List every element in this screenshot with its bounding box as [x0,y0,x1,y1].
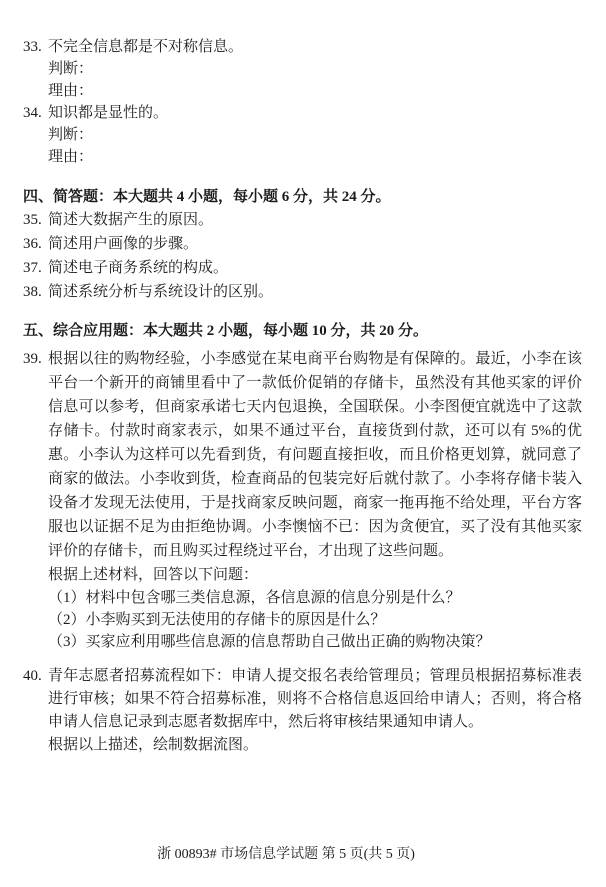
section-5-heading: 五、综合应用题：本大题共 2 小题，每小题 10 分，共 20 分。 [23,323,429,339]
question-39-subquestion-3: （3）买家应利用哪些信息源的信息帮助自己做出正确的购物决策？ [48,634,491,650]
question-39-number: 39. [23,351,42,367]
question-35 [23,208,582,232]
question-34-judge-label: 判断： [48,127,94,143]
question-33-number: 33. [23,39,42,55]
question-36-number: 36. [23,236,42,252]
question-37-number: 37. [23,260,42,276]
short-answer-questions-block [23,208,582,304]
question-40 [23,665,582,757]
question-38-number: 38. [23,284,42,300]
question-36-text: 简述用户画像的步骤。 [48,236,199,252]
question-33-judge-label: 判断： [48,61,94,77]
question-37-text: 简述电子商务系统的构成。 [48,260,229,276]
page-footer: 浙 00893# 市场信息学试题 第 5 页(共 5 页) [157,847,415,862]
question-39-subquestion-2: （2）小李购买到无法使用的存储卡的原因是什么？ [48,612,386,628]
question-34-text: 知识都是显性的。 [48,105,169,121]
question-34-number: 34. [23,105,42,121]
question-33 [23,36,582,58]
question-38-text: 简述系统分析与系统设计的区别。 [48,284,274,300]
question-40-number: 40. [23,668,42,684]
question-40-prompt: 根据以上描述，绘制数据流图。 [48,737,259,753]
question-35-text: 简述大数据产生的原因。 [48,212,214,228]
section-4-heading: 四、简答题：本大题共 4 小题，每小题 6 分，共 24 分。 [23,189,391,205]
question-38 [23,280,582,304]
question-39-body-row [23,347,582,563]
question-40-body-row [23,665,582,734]
question-33-text: 不完全信息都是不对称信息。 [48,39,244,55]
question-39-prompt: 根据上述材料，回答以下问题： [48,567,259,583]
judgment-questions-block [23,36,582,168]
question-34-reason-label: 理由： [48,149,94,165]
question-34 [23,102,582,124]
question-39 [23,347,582,653]
question-36 [23,232,582,256]
question-39-body: 根据以往的购物经验，小李感觉在某电商平台购物是有保障的。最近，小李在该平台一个新开的商铺里看中了一款低价促销的存储卡，虽然没有其他买家的评价信息可以参考，但商家承诺七天内包退换，全国联保。小李图便宜就选中了这款存储卡。付款时商家表示，如果不通过平台，直接货到付款，还可以有 5%的优惠。小李认为这样可以先看到货，有问题直接拒收，而且价格更划算，就同意了商家的做法。小李收到货，检查商品的包装完好后就付款了。小李将存储卡装入设备才发现无法使用，于是找商家反映问题，商家一拖再拖不给处理，平台方客服也以证据不足为由拒绝协调。小李懊恼不已：因为贪便宜，买了没有其他买家评价的存储卡，而且购买过程绕过平台，才出现了这些问题。 [48,351,582,559]
question-37 [23,256,582,280]
question-35-number: 35. [23,212,42,228]
question-40-body: 青年志愿者招募流程如下：申请人提交报名表给管理员；管理员根据招募标准表进行审核；如果不符合招募标准，则将不合格信息返回给申请人；否则，将合格申请人信息记录到志愿者数据库中，然后将审核结果通知申请人。 [48,668,582,730]
question-39-subquestion-1: （1）材料中包含哪三类信息源，各信息源的信息分别是什么？ [48,590,461,606]
question-33-reason-label: 理由： [48,83,94,99]
